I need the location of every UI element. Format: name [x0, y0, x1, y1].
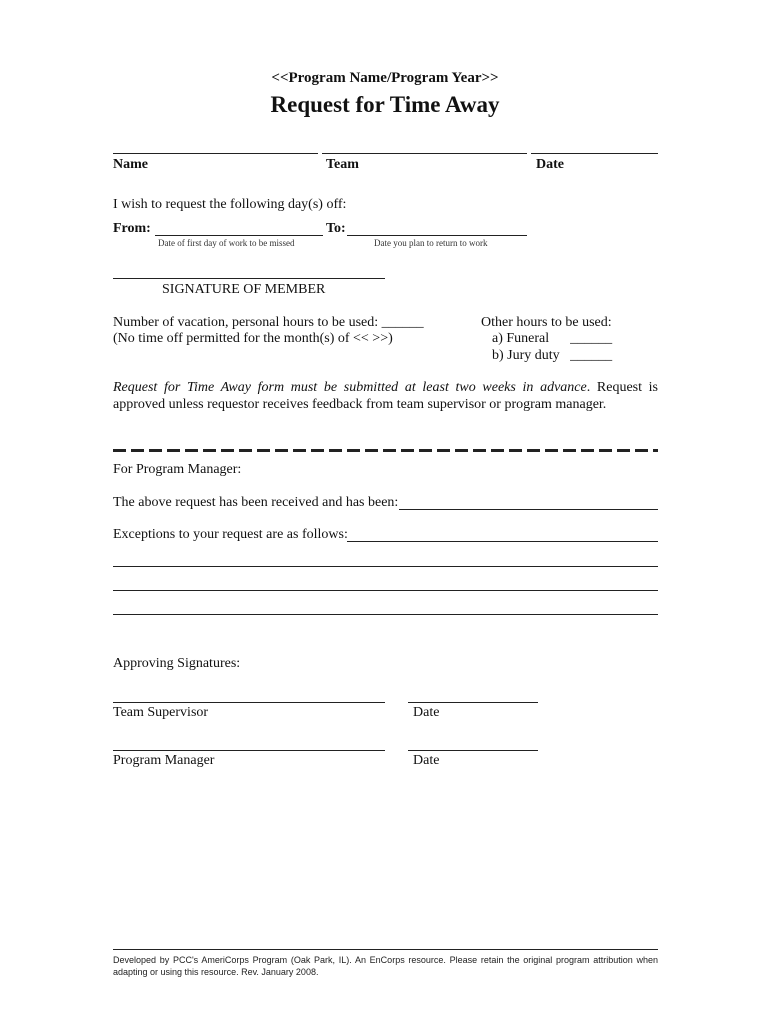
- vacation-hours-line: Number of vacation, personal hours to be used: ______: [113, 315, 424, 330]
- to-date-line[interactable]: [347, 235, 527, 236]
- team-supervisor-label: Team Supervisor: [113, 705, 209, 720]
- manager-date-label: Date: [413, 753, 440, 768]
- team-label: Team: [326, 157, 359, 172]
- request-status-line[interactable]: [399, 509, 658, 510]
- exceptions-line-1[interactable]: [347, 541, 658, 542]
- footer-rule: [113, 949, 658, 950]
- to-label: To:: [326, 221, 346, 236]
- page-title: Request for Time Away: [270, 92, 500, 117]
- notice-italic-text: Request for Time Away form must be submitted at least two weeks in advance: [113, 380, 587, 395]
- exceptions-line-3[interactable]: [113, 590, 658, 591]
- date-label: Date: [536, 157, 564, 172]
- team-line[interactable]: [322, 153, 527, 154]
- footer-attribution: Developed by PCC's AmeriCorps Program (Oak Park, IL). An EnCorps resource. Please retain the original program attribution when adapting or using this resource. Rev. January 2008.: [113, 955, 658, 977]
- from-label: From:: [113, 221, 151, 236]
- jury-duty-hours-line: b) Jury duty ______: [492, 348, 613, 363]
- from-date-line[interactable]: [155, 235, 323, 236]
- date-line[interactable]: [531, 153, 658, 154]
- request-received-label: The above request has been received and has been:: [113, 495, 399, 510]
- exceptions-line-4[interactable]: [113, 614, 658, 615]
- name-label: Name: [113, 157, 148, 172]
- approving-signatures-heading: Approving Signatures:: [113, 656, 241, 671]
- program-year-heading: <<Program Name/Program Year>>: [271, 70, 499, 86]
- exceptions-line-2[interactable]: [113, 566, 658, 567]
- to-date-hint: Date you plan to return to work: [374, 238, 488, 248]
- request-intro: I wish to request the following day(s) off:: [113, 197, 347, 212]
- program-manager-label: Program Manager: [113, 753, 215, 768]
- member-signature-label: SIGNATURE OF MEMBER: [162, 282, 326, 297]
- submission-notice: [113, 379, 658, 413]
- manager-date-line[interactable]: [408, 750, 538, 751]
- supervisor-signature-line[interactable]: [113, 702, 385, 703]
- for-program-manager-label: For Program Manager:: [113, 462, 242, 477]
- manager-signature-line[interactable]: [113, 750, 385, 751]
- notice-rest-text: . Request is approved unless requestor receives feedback from team supervisor or program manager.: [113, 380, 658, 412]
- section-divider: [113, 449, 658, 452]
- supervisor-date-line[interactable]: [408, 702, 538, 703]
- from-date-hint: Date of first day of work to be missed: [158, 238, 295, 248]
- funeral-hours-line: a) Funeral ______: [492, 331, 613, 346]
- supervisor-date-label: Date: [413, 705, 440, 720]
- other-hours-label: Other hours to be used:: [481, 315, 612, 330]
- member-signature-line[interactable]: [113, 278, 385, 279]
- no-time-off-note: (No time off permitted for the month(s) of << >>): [113, 331, 393, 346]
- name-line[interactable]: [113, 153, 318, 154]
- exceptions-label: Exceptions to your request are as follows:: [113, 527, 348, 542]
